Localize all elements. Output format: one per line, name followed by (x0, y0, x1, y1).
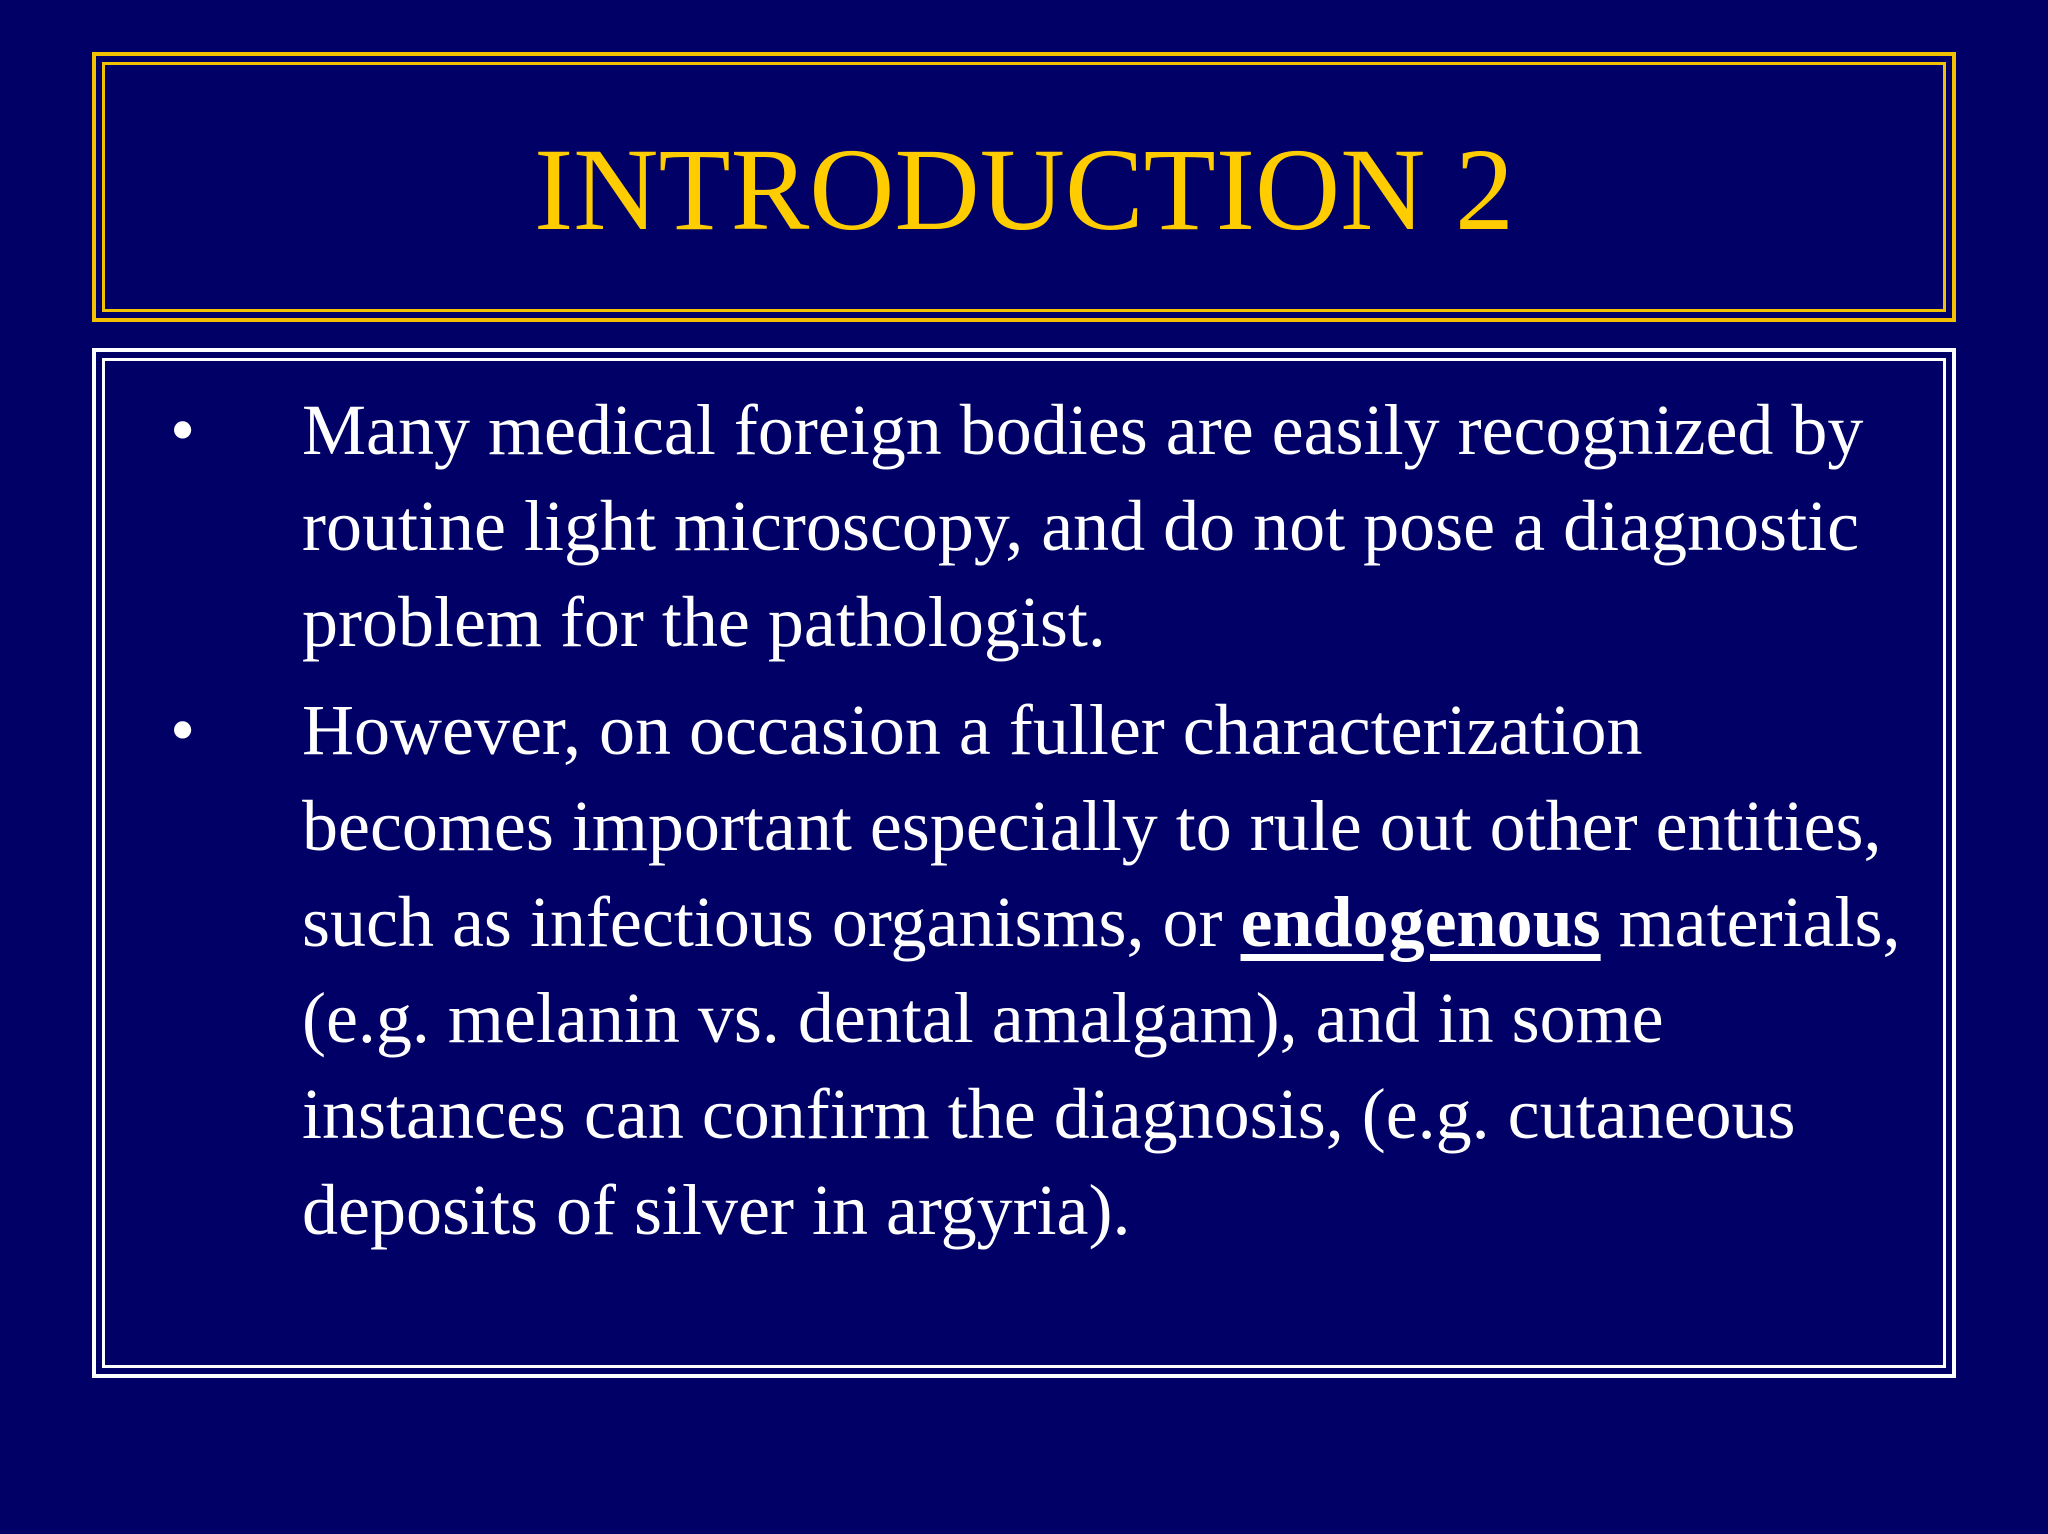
slide-title: INTRODUCTION 2 (534, 124, 1514, 255)
bullet-text-2-after: materials, (e.g. melanin vs. dental amalgam), and in some instances can confirm the diagnosis, (e.g. cutaneous deposits of silver in argyria). (302, 882, 1901, 1250)
title-frame (92, 52, 1956, 322)
emphasized-term: endogenous (1240, 882, 1601, 962)
bullet-list (126, 382, 1906, 1270)
bullet-text-2-before: However, on occasion a fuller characterization becomes important especially to rule out other entities, such as infectious organisms, or (302, 690, 1882, 962)
bullet-text-2 (302, 682, 1906, 1258)
bullet-marker: • (170, 690, 196, 770)
bullet-text-1: Many medical foreign bodies are easily recognized by routine light microscopy, and do not pose a diagnostic problem for the pathologist. (302, 390, 1864, 662)
bullet-item-1 (126, 382, 1906, 670)
bullet-marker: • (170, 390, 196, 470)
bullet-item-2 (126, 682, 1906, 1258)
content-frame (92, 348, 1956, 1378)
